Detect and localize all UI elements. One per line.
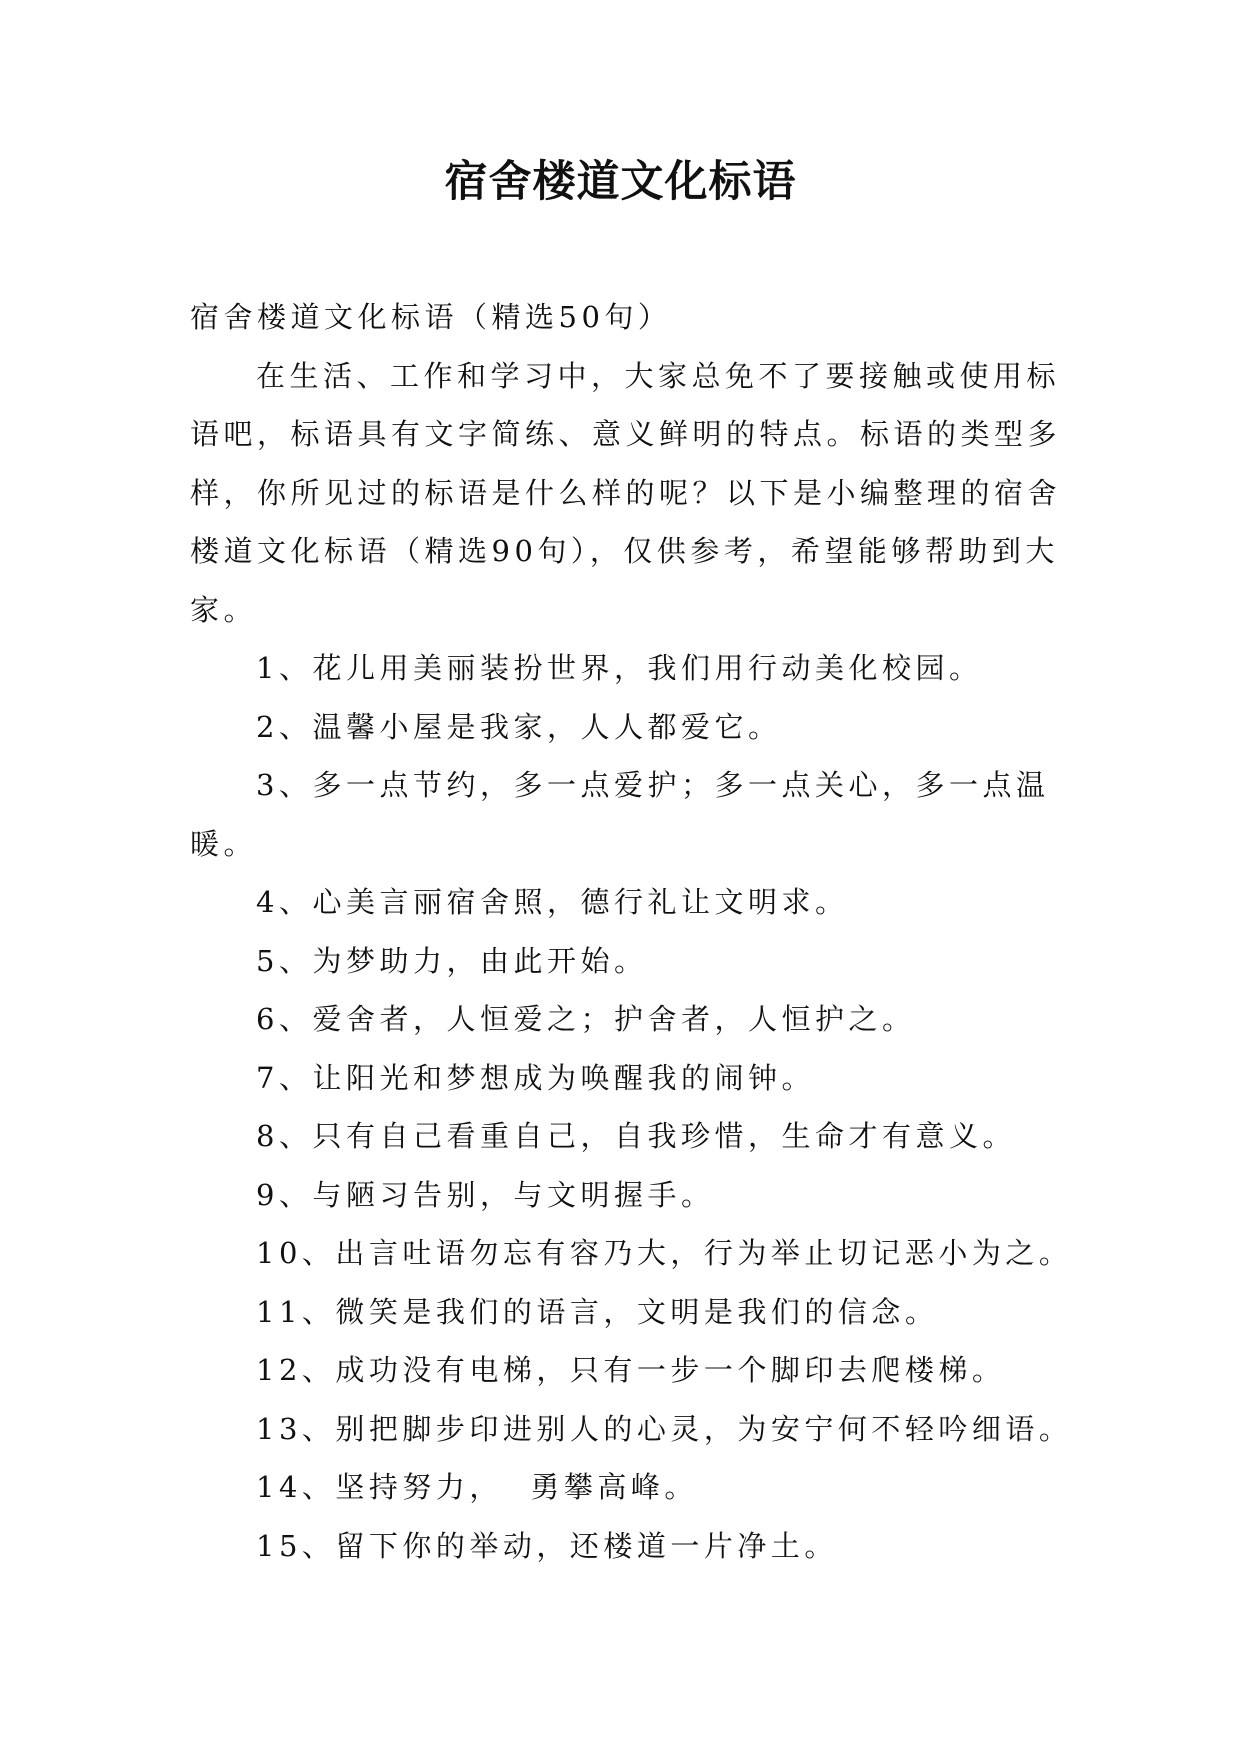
slogan-item: 2、温馨小屋是我家，人人都爱它。: [256, 709, 782, 744]
document-title: 宿舍楼道文化标语: [444, 157, 797, 207]
slogan-item: 8、只有自己看重自己，自我珍惜，生命才有意义。: [256, 1119, 1016, 1153]
intro-paragraph: 在生活、工作和学习中，大家总免不了要接触或使用标语吧，标语具有文字简练、意义鲜明的特点。标语的类型多样，你所见过的标语是什么样的呢？以下是小编整理的宿舍楼道文化标语（精选90句），仅供参考，希望能够帮助到大家。: [190, 358, 1062, 627]
slogan-item: 10、出言吐语勿忘有容乃大，行为举止切记恶小为之。: [256, 1236, 1073, 1270]
slogan-item: 1、花儿用美丽装扮世界，我们用行动美化校园。: [256, 651, 983, 685]
slogan-item: 12、成功没有电梯，只有一步一个脚印去爬楼梯。: [256, 1353, 1006, 1387]
slogan-item: 5、为梦助力，由此开始。: [256, 943, 648, 978]
slogan-item: 4、心美言丽宿舍照，德行礼让文明求。: [256, 885, 849, 919]
slogan-item: 7、让阳光和梦想成为唤醒我的闹钟。: [256, 1060, 815, 1095]
slogan-item: 9、与陋习告别，与文明握手。: [256, 1177, 715, 1212]
slogan-item: 6、爱舍者，人恒爱之；护舍者，人恒护之。: [256, 1002, 916, 1036]
slogan-item: 13、别把脚步印进别人的心灵，为安宁何不轻吟细语。: [256, 1411, 1073, 1446]
slogan-item: 15、留下你的举动，还楼道一片净土。: [256, 1528, 838, 1563]
slogan-item: 3、多一点节约，多一点爱护；多一点关心，多一点温暖。: [190, 768, 1050, 861]
slogan-item: 11、微笑是我们的语言，文明是我们的信念。: [256, 1294, 939, 1329]
document-body: [190, 288, 1073, 1575]
document-subtitle: 宿舍楼道文化标语（精选50句）: [190, 300, 672, 334]
slogan-item: 14、坚持努力， 勇攀高峰。: [256, 1470, 698, 1504]
